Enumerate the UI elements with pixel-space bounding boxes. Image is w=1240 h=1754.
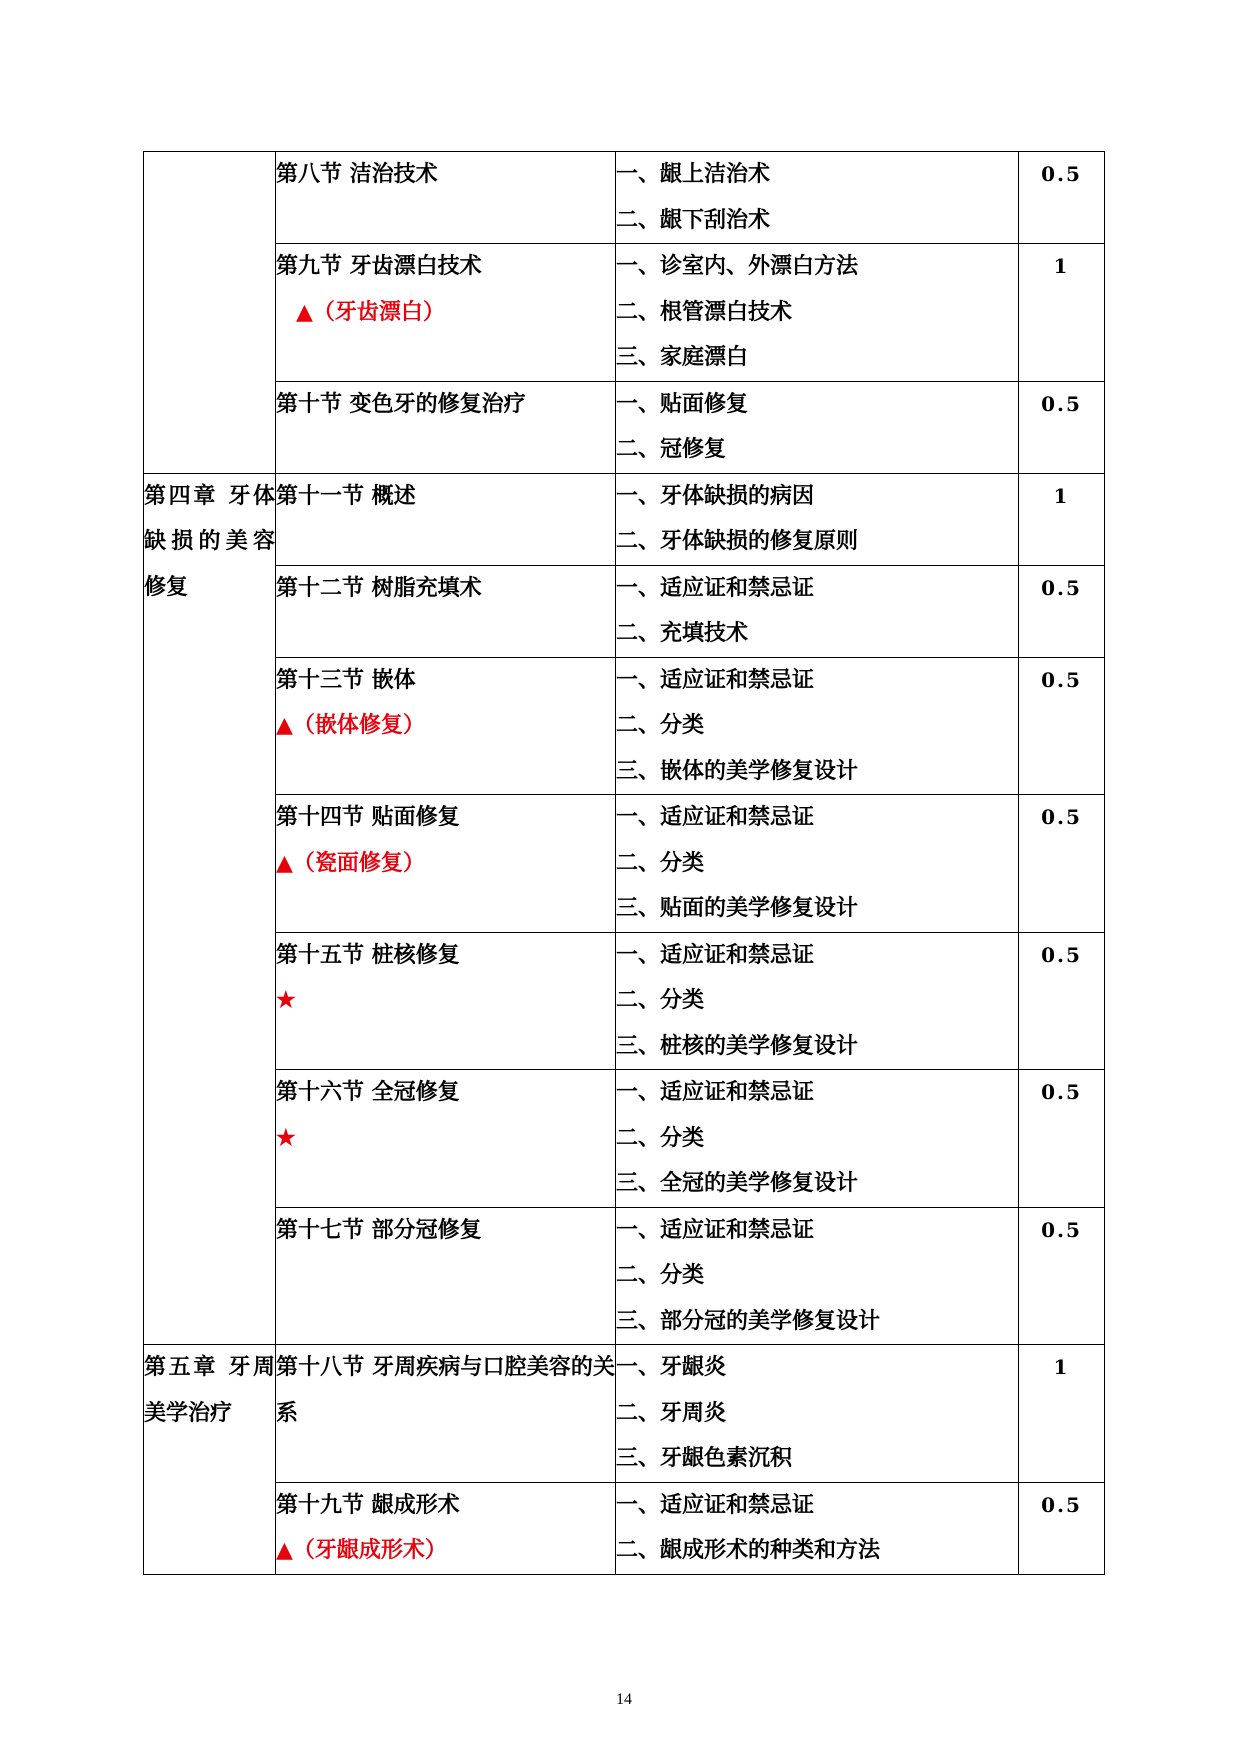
section-cell bbox=[276, 795, 616, 933]
item-text: 二、牙体缺损的修复原则 bbox=[616, 528, 859, 554]
hours-cell bbox=[1019, 381, 1105, 473]
table-row bbox=[144, 244, 1105, 382]
item-text: 一、牙体缺损的病因 bbox=[616, 482, 815, 509]
hours-cell bbox=[1019, 657, 1105, 795]
table-row bbox=[144, 565, 1105, 657]
hours-value: 0.5 bbox=[1041, 942, 1082, 967]
section-cell bbox=[276, 473, 616, 565]
chapter-cell bbox=[144, 473, 276, 1345]
chapter-title: 第四章 牙体缺损的美容修复 bbox=[144, 482, 275, 600]
items-cell bbox=[616, 565, 1019, 657]
section-title: 第九节 牙齿漂白技术 bbox=[276, 253, 482, 279]
hours-value: 0.5 bbox=[1041, 667, 1082, 692]
red-triangle-mark: ▲（牙龈成形术） bbox=[276, 1537, 447, 1563]
hours-value: 1 bbox=[1053, 483, 1070, 508]
section-title: 第十二节 树脂充填术 bbox=[276, 574, 482, 601]
page-number: 14 bbox=[616, 1691, 632, 1708]
item-text: 二、冠修复 bbox=[616, 436, 727, 462]
hours-cell bbox=[1019, 152, 1105, 244]
item-text: 二、牙周炎 bbox=[616, 1399, 727, 1426]
items-cell bbox=[616, 381, 1019, 473]
section-title: 第十五节 桩核修复 bbox=[276, 941, 460, 968]
item-text: 三、部分冠的美学修复设计 bbox=[616, 1307, 881, 1334]
items-cell bbox=[616, 1345, 1019, 1483]
items-cell bbox=[616, 473, 1019, 565]
chapter-cell-continued bbox=[144, 152, 276, 474]
section-cell bbox=[276, 932, 616, 1070]
item-text: 三、桩核的美学修复设计 bbox=[616, 1032, 859, 1059]
red-star-icon: ★ bbox=[276, 1124, 296, 1151]
item-text: 二、分类 bbox=[616, 987, 705, 1013]
item-text: 三、牙龈色素沉积 bbox=[616, 1445, 793, 1471]
hours-value: 1 bbox=[1053, 254, 1070, 278]
item-text: 一、诊室内、外漂白方法 bbox=[616, 253, 859, 279]
section-title: 第十节 变色牙的修复治疗 bbox=[276, 390, 526, 417]
section-cell bbox=[276, 657, 616, 795]
items-cell bbox=[616, 932, 1019, 1070]
chapter-title: 第五章 牙周美学治疗 bbox=[144, 1354, 275, 1426]
table-row bbox=[144, 1207, 1105, 1345]
hours-value: 0.5 bbox=[1041, 575, 1082, 600]
table-row bbox=[144, 1482, 1105, 1574]
items-cell bbox=[616, 1482, 1019, 1574]
red-triangle-mark: ▲（瓷面修复） bbox=[276, 849, 425, 876]
item-text: 三、全冠的美学修复设计 bbox=[616, 1170, 859, 1196]
item-text: 二、分类 bbox=[616, 1124, 705, 1151]
section-cell bbox=[276, 565, 616, 657]
item-text: 一、适应证和禁忌证 bbox=[616, 574, 815, 601]
item-text: 二、分类 bbox=[616, 712, 705, 738]
item-text: 一、适应证和禁忌证 bbox=[616, 666, 815, 693]
table-row bbox=[144, 152, 1105, 244]
item-text: 三、家庭漂白 bbox=[616, 344, 749, 370]
section-cell bbox=[276, 1207, 616, 1345]
hours-cell bbox=[1019, 932, 1105, 1070]
item-text: 一、贴面修复 bbox=[616, 390, 749, 417]
item-text: 一、适应证和禁忌证 bbox=[616, 941, 815, 968]
hours-cell bbox=[1019, 244, 1105, 382]
red-triangle-mark: ▲（嵌体修复） bbox=[276, 712, 425, 738]
item-text: 二、充填技术 bbox=[616, 620, 749, 646]
item-text: 一、龈上洁治术 bbox=[616, 161, 771, 187]
red-triangle-mark: ▲（牙齿漂白） bbox=[296, 298, 445, 325]
hours-cell bbox=[1019, 473, 1105, 565]
items-cell bbox=[616, 657, 1019, 795]
item-text: 二、龈下刮治术 bbox=[616, 206, 771, 233]
item-text: 二、分类 bbox=[616, 849, 705, 876]
section-cell bbox=[276, 1070, 616, 1208]
items-cell bbox=[616, 152, 1019, 244]
table-row bbox=[144, 932, 1105, 1070]
section-title: 第十六节 全冠修复 bbox=[276, 1079, 460, 1105]
item-text: 二、分类 bbox=[616, 1262, 705, 1288]
section-cell bbox=[276, 381, 616, 473]
table-row bbox=[144, 657, 1105, 795]
section-cell bbox=[276, 244, 616, 382]
chapter-cell bbox=[144, 1345, 276, 1575]
hours-value: 1 bbox=[1053, 1355, 1070, 1379]
section-cell bbox=[276, 1482, 616, 1574]
table-row bbox=[144, 1345, 1105, 1483]
items-cell bbox=[616, 244, 1019, 382]
item-text: 三、贴面的美学修复设计 bbox=[616, 895, 859, 921]
table-row bbox=[144, 381, 1105, 473]
hours-cell bbox=[1019, 1070, 1105, 1208]
section-title: 第十八节 牙周疾病与口腔美容的关系 bbox=[276, 1354, 615, 1426]
item-text: 一、适应证和禁忌证 bbox=[616, 1079, 815, 1105]
hours-cell bbox=[1019, 795, 1105, 933]
table-row bbox=[144, 795, 1105, 933]
section-title: 第十一节 概述 bbox=[276, 482, 416, 509]
hours-value: 0.5 bbox=[1041, 1492, 1082, 1517]
syllabus-table bbox=[143, 151, 1105, 1575]
item-text: 三、嵌体的美学修复设计 bbox=[616, 757, 859, 784]
item-text: 一、适应证和禁忌证 bbox=[616, 1491, 815, 1518]
items-cell bbox=[616, 1070, 1019, 1208]
section-title: 第十七节 部分冠修复 bbox=[276, 1216, 482, 1243]
hours-value: 0.5 bbox=[1041, 1080, 1082, 1104]
hours-cell bbox=[1019, 1207, 1105, 1345]
item-text: 二、龈成形术的种类和方法 bbox=[616, 1537, 881, 1563]
section-cell bbox=[276, 152, 616, 244]
red-star-icon: ★ bbox=[276, 987, 296, 1013]
items-cell bbox=[616, 1207, 1019, 1345]
table-row bbox=[144, 1070, 1105, 1208]
hours-value: 0.5 bbox=[1041, 1217, 1082, 1242]
hours-cell bbox=[1019, 1482, 1105, 1574]
section-title: 第八节 洁治技术 bbox=[276, 161, 438, 187]
section-title: 第十四节 贴面修复 bbox=[276, 804, 460, 830]
item-text: 一、适应证和禁忌证 bbox=[616, 804, 815, 830]
items-cell bbox=[616, 795, 1019, 933]
hours-value: 0.5 bbox=[1041, 162, 1082, 186]
table-row bbox=[144, 473, 1105, 565]
item-text: 一、牙龈炎 bbox=[616, 1354, 727, 1380]
section-title: 第十三节 嵌体 bbox=[276, 666, 416, 693]
hours-value: 0.5 bbox=[1041, 805, 1082, 829]
item-text: 二、根管漂白技术 bbox=[616, 298, 793, 325]
hours-value: 0.5 bbox=[1041, 391, 1082, 416]
section-cell bbox=[276, 1345, 616, 1483]
hours-cell bbox=[1019, 1345, 1105, 1483]
hours-cell bbox=[1019, 565, 1105, 657]
section-title: 第十九节 龈成形术 bbox=[276, 1491, 460, 1518]
item-text: 一、适应证和禁忌证 bbox=[616, 1216, 815, 1243]
